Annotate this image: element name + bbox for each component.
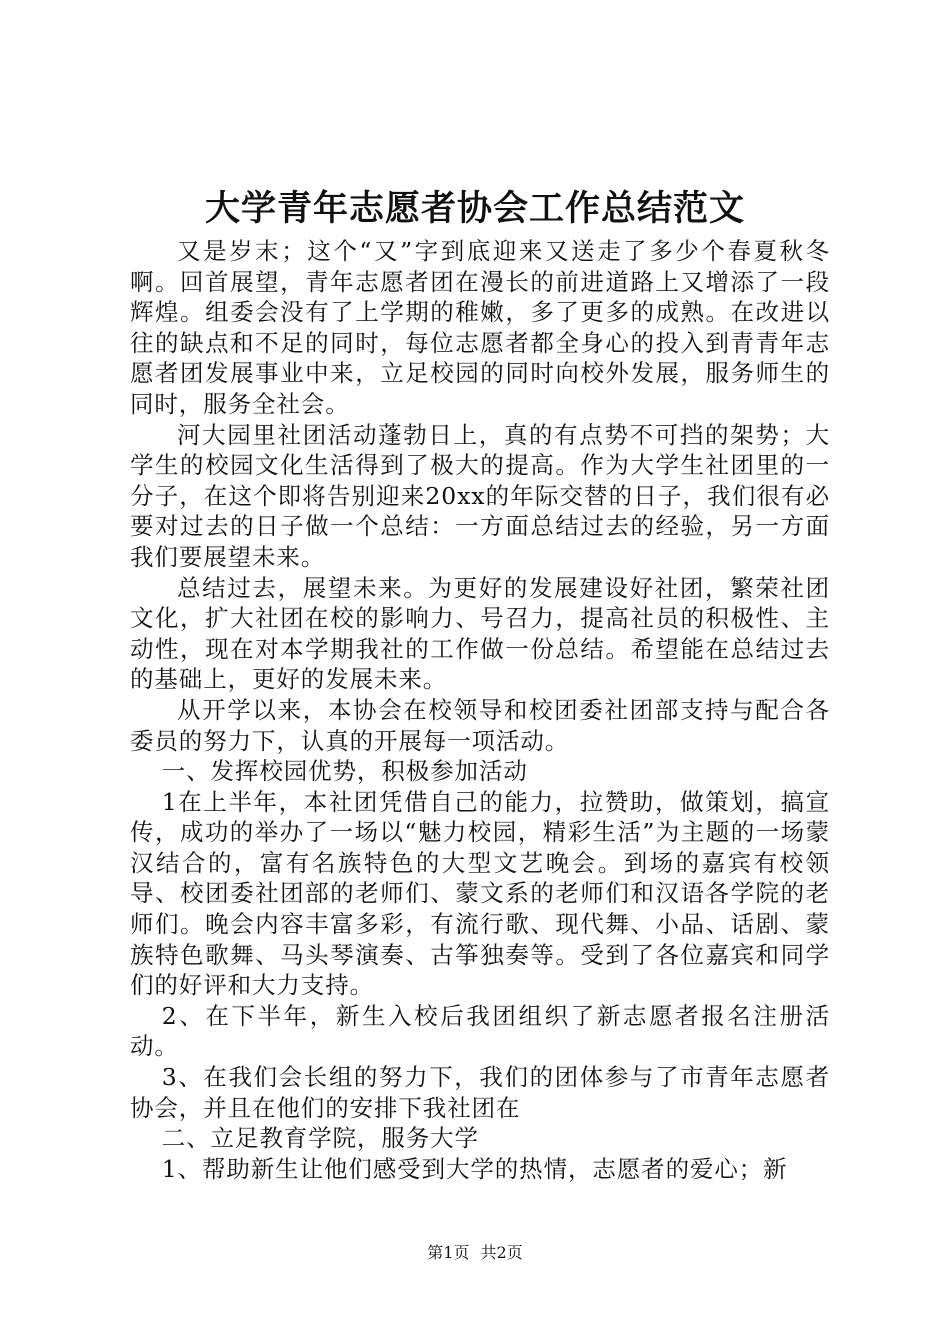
section-heading-1: 一、发挥校园优势，积极参加活动 (161, 757, 528, 786)
document-title: 大学青年志愿者协会工作总结范文 (204, 189, 745, 229)
paragraph-item-2-1: 1、帮助新生让他们感受到大学的热情，志愿者的爱心；新 (161, 1154, 788, 1183)
paragraph-intro: 又是岁末；这个“又”字到底迎来又送走了多少个春夏秋冬啊。回首展望，青年志愿者团在漫长的前进道路上又增添了一段辉煌。组委会没有了上学期的稚嫩，多了更多的成熟。在改进以往的缺点和不足的同时，每位志愿者都全身心的投入到青青年志愿者团发展事业中来，立足校园的同时向校外发展，服务师生的同时，服务全社会。 (130, 237, 830, 418)
page-total: 共2页 (480, 1243, 523, 1262)
paragraph-summary-purpose: 总结过去，展望未来。为更好的发展建设好社团，繁荣社团文化，扩大社团在校的影响力、号召力，提高社员的积极性、主动性，现在对本学期我社的工作做一份总结。希望能在总结过去的基础上，更好的发展未来。 (130, 573, 830, 694)
paragraph-campus-life: 河大园里社团活动蓬勃日上，真的有点势不可挡的架势；大学生的校园文化生活得到了极大的提高。作为大学生社团里的一分子，在这个即将告别迎来20xx的年际交替的日子，我们很有必要对过去的日子做一个总结：一方面总结过去的经验，另一方面我们要展望未来。 (130, 420, 830, 571)
paragraph-since-start: 从开学以来，本协会在校领导和校团委社团部支持与配合各委员的努力下，认真的开展每一项活动。 (130, 695, 830, 755)
paragraph-item-3: 3、在我们会长组的努力下，我们的团体参与了市青年志愿者协会，并且在他们的安排下我社团在 (130, 1063, 830, 1122)
section-heading-2: 二、立足教育学院，服务大学 (161, 1124, 479, 1153)
page-footer (0, 1243, 950, 1263)
paragraph-item-2: 2、在下半年，新生入校后我团组织了新志愿者报名注册活动。 (130, 1001, 830, 1061)
page-number: 第1页 (427, 1243, 470, 1262)
paragraph-item-1: 1在上半年，本社团凭借自己的能力，拉赞助，做策划，搞宣传，成功的举办了一场以“魅力校园，精彩生活”为主题的一场蒙汉结合的，富有名族特色的大型文艺晚会。到场的嘉宾有校领导、校团委社团部的老师们、蒙文系的老师们和汉语各学院的老师们。晚会内容丰富多彩，有流行歌、现代舞、小品、话剧、蒙族特色歌舞、马头琴演奏、古筝独奏等。受到了各位嘉宾和同学们的好评和大力支持。 (130, 787, 830, 1000)
document-body (130, 236, 830, 1184)
